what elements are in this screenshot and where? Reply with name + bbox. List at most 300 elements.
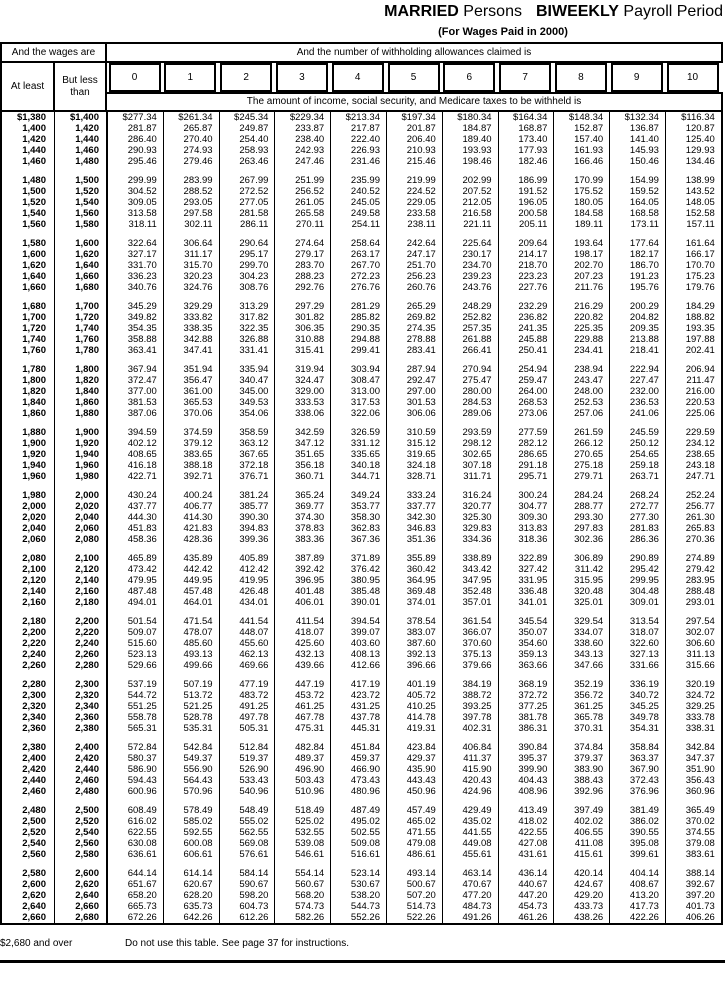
tax-amount-cell: 152.58 — [685, 208, 715, 219]
tax-amount-cell: 229.59 — [685, 427, 715, 438]
tax-amount-cell: $148.34 — [568, 112, 604, 123]
tax-amount-cell: 265.83 — [685, 523, 715, 534]
tax-amount-cell: 225.64 — [462, 238, 492, 249]
tax-amount-cell: 349.78 — [629, 712, 659, 723]
tax-amount-cell: 404.14 — [629, 868, 659, 879]
table-row — [2, 616, 721, 627]
tax-amount-cell: 451.84 — [350, 742, 380, 753]
tax-amount-cell: 233.58 — [406, 208, 436, 219]
tax-amount-cell: 329.00 — [295, 386, 325, 397]
wage-bracket-group — [2, 112, 721, 167]
table-row — [2, 112, 721, 123]
tax-amount-cell: 120.87 — [685, 123, 715, 134]
tax-amount-cell: 245.05 — [350, 197, 380, 208]
tax-amount-cell: 366.07 — [462, 627, 492, 638]
tax-amount-cell: 529.66 — [127, 660, 157, 671]
tax-amount-cell: 549.37 — [183, 753, 213, 764]
tax-amount-cell: 294.88 — [350, 334, 380, 345]
table-row — [2, 134, 721, 145]
tax-amount-cell: 334.36 — [462, 534, 492, 545]
tax-amount-cell: 324.47 — [295, 375, 325, 386]
tax-amount-cell: 642.26 — [183, 912, 213, 923]
tax-amount-cell: 526.90 — [239, 764, 269, 775]
tax-amount-cell: 388.72 — [462, 690, 492, 701]
tax-amount-cell: 417.19 — [350, 679, 380, 690]
tax-amount-cell: 331.66 — [629, 660, 659, 671]
tax-amount-cell: 423.84 — [406, 742, 436, 753]
tax-amount-cell: 325.30 — [462, 512, 492, 523]
tax-amount-cell: 406.77 — [183, 501, 213, 512]
wage-bracket-group — [2, 301, 721, 356]
wage-bracket-group — [2, 616, 721, 671]
tax-amount-cell: 288.48 — [685, 586, 715, 597]
page-subtitle: (For Wages Paid in 2000) — [438, 26, 568, 38]
wage-but-less-cell: 2,440 — [75, 764, 99, 775]
tax-amount-cell: 340.18 — [350, 460, 380, 471]
tax-amount-cell: 388.18 — [183, 460, 213, 471]
tax-amount-cell: 358.84 — [629, 742, 659, 753]
tax-amount-cell: 360.71 — [295, 471, 325, 482]
tax-amount-cell: 309.30 — [518, 512, 548, 523]
tax-amount-cell: 523.14 — [350, 868, 380, 879]
table-row — [2, 282, 721, 293]
tax-amount-cell: 528.78 — [183, 712, 213, 723]
tax-amount-cell: 393.25 — [462, 701, 492, 712]
table-row — [2, 868, 721, 879]
tax-amount-cell: 447.20 — [518, 890, 548, 901]
title-biweekly: BIWEEKLY — [535, 3, 619, 20]
tax-amount-cell: 293.30 — [574, 512, 604, 523]
table-row — [2, 334, 721, 345]
tax-amount-cell: 544.73 — [350, 901, 380, 912]
wage-but-less-cell: 1,880 — [75, 408, 99, 419]
tax-amount-cell: 252.82 — [462, 312, 492, 323]
tax-amount-cell: 200.29 — [629, 301, 659, 312]
wage-but-less-cell: 2,620 — [75, 879, 99, 890]
tax-amount-cell: 302.36 — [574, 534, 604, 545]
wage-but-less-cell: 1,460 — [75, 145, 99, 156]
tax-amount-cell: 351.94 — [183, 364, 213, 375]
tax-amount-cell: 245.88 — [518, 334, 548, 345]
tax-amount-cell: 220.82 — [574, 312, 604, 323]
tax-amount-cell: 406.01 — [295, 597, 325, 608]
tax-amount-cell: 234.70 — [462, 260, 492, 271]
tax-amount-cell: 338.35 — [183, 323, 213, 334]
tax-amount-cell: 422.55 — [518, 827, 548, 838]
tax-amount-cell: 412.66 — [350, 660, 380, 671]
tax-amount-cell: 376.42 — [350, 564, 380, 575]
tax-amount-cell: 523.13 — [127, 649, 157, 660]
tax-amount-cell: 223.23 — [518, 271, 548, 282]
wage-but-less-cell: 1,940 — [75, 449, 99, 460]
tax-amount-cell: 418.07 — [295, 627, 325, 638]
tax-amount-cell: 202.70 — [574, 260, 604, 271]
tax-amount-cell: 150.46 — [629, 156, 659, 167]
tax-amount-cell: 229.88 — [574, 334, 604, 345]
tax-amount-cell: 236.53 — [629, 397, 659, 408]
tax-amount-cell: 385.77 — [239, 501, 269, 512]
table-row — [2, 197, 721, 208]
tax-amount-cell: 164.05 — [629, 197, 659, 208]
tax-amount-cell: 444.30 — [127, 512, 157, 523]
tax-amount-cell: 406.84 — [462, 742, 492, 753]
tax-amount-cell: 386.31 — [518, 723, 548, 734]
tax-amount-cell: 189.40 — [462, 134, 492, 145]
tax-amount-cell: 319.94 — [295, 364, 325, 375]
tax-amount-cell: 256.23 — [406, 271, 436, 282]
tax-amount-cell: 207.52 — [462, 186, 492, 197]
tax-amount-cell: 353.77 — [350, 501, 380, 512]
tax-amount-cell: 320.77 — [462, 501, 492, 512]
tax-amount-cell: 222.40 — [350, 134, 380, 145]
tax-amount-cell: 301.53 — [406, 397, 436, 408]
tax-amount-cell: 405.72 — [406, 690, 436, 701]
tax-amount-cell: 342.88 — [183, 334, 213, 345]
tax-amount-cell: 363.66 — [518, 660, 548, 671]
wage-at-least-cell: 1,720 — [22, 323, 46, 334]
tax-amount-cell: 263.46 — [239, 156, 269, 167]
tax-amount-cell: 198.17 — [574, 249, 604, 260]
wage-but-less-cell: 1,980 — [75, 471, 99, 482]
tax-amount-cell: 401.48 — [295, 586, 325, 597]
tax-amount-cell: 326.88 — [239, 334, 269, 345]
tax-amount-cell: 320.19 — [685, 679, 715, 690]
tax-amount-cell: 375.13 — [462, 649, 492, 660]
tax-amount-cell: 267.70 — [350, 260, 380, 271]
tax-amount-cell: 322.35 — [239, 323, 269, 334]
tax-amount-cell: 193.93 — [462, 145, 492, 156]
tax-amount-cell: 342.30 — [406, 512, 436, 523]
table-row — [2, 575, 721, 586]
wage-at-least-cell: 1,880 — [22, 427, 46, 438]
tax-amount-cell: 406.55 — [574, 827, 604, 838]
tax-amount-cell: 363.41 — [127, 345, 157, 356]
tax-amount-cell: 600.96 — [127, 786, 157, 797]
tax-amount-cell: 512.84 — [239, 742, 269, 753]
tax-amount-cell: 383.65 — [183, 449, 213, 460]
tax-amount-cell: 558.78 — [127, 712, 157, 723]
wage-but-less-cell: 1,500 — [75, 175, 99, 186]
tax-amount-cell: 280.00 — [462, 386, 492, 397]
tax-amount-cell: 594.43 — [127, 775, 157, 786]
tax-amount-cell: 628.20 — [183, 890, 213, 901]
tax-amount-cell: 533.43 — [239, 775, 269, 786]
tax-amount-cell: 542.84 — [183, 742, 213, 753]
tax-amount-cell: 361.00 — [183, 386, 213, 397]
table-row — [2, 460, 721, 471]
tax-amount-cell: 297.54 — [685, 616, 715, 627]
table-row — [2, 238, 721, 249]
tax-amount-cell: 291.18 — [518, 460, 548, 471]
tax-amount-cell: 274.35 — [406, 323, 436, 334]
tax-amount-cell: 168.87 — [518, 123, 548, 134]
tax-amount-cell: 429.49 — [462, 805, 492, 816]
wage-but-less-cell: 2,340 — [75, 701, 99, 712]
allowance-col-header-5: 5 — [388, 63, 440, 92]
tax-amount-cell: 442.42 — [183, 564, 213, 575]
tax-amount-cell: 351.36 — [406, 534, 436, 545]
tax-amount-cell: 282.12 — [518, 438, 548, 449]
tax-amount-cell: 175.52 — [574, 186, 604, 197]
table-row — [2, 471, 721, 482]
tax-amount-cell: 217.87 — [350, 123, 380, 134]
wage-at-least-cell: 2,020 — [22, 512, 46, 523]
tax-amount-cell: 399.07 — [350, 627, 380, 638]
wage-at-least-cell: 1,800 — [22, 375, 46, 386]
tax-amount-cell: 261.88 — [462, 334, 492, 345]
tax-amount-cell: 426.48 — [239, 586, 269, 597]
tax-amount-cell: 239.23 — [462, 271, 492, 282]
wage-at-least-cell: 1,640 — [22, 271, 46, 282]
tax-amount-cell: 238.11 — [407, 219, 436, 230]
tax-amount-cell: 513.72 — [183, 690, 213, 701]
table-row — [2, 890, 721, 901]
tax-amount-cell: 439.66 — [295, 660, 325, 671]
tax-amount-cell: 384.19 — [462, 679, 492, 690]
tax-amount-cell: 226.93 — [350, 145, 380, 156]
tax-amount-cell: 390.55 — [629, 827, 659, 838]
tax-amount-cell: 622.55 — [127, 827, 157, 838]
table-row — [2, 523, 721, 534]
tax-amount-cell: 161.64 — [685, 238, 715, 249]
tax-amount-cell: 585.02 — [183, 816, 213, 827]
tax-amount-cell: 201.87 — [406, 123, 436, 134]
wage-but-less-cell: 2,500 — [75, 805, 99, 816]
tax-amount-cell: 221.11 — [463, 219, 492, 230]
tax-amount-cell: 408.96 — [518, 786, 548, 797]
tax-amount-cell: 302.11 — [184, 219, 213, 230]
tax-amount-cell: 211.47 — [686, 375, 715, 386]
table-row — [2, 805, 721, 816]
tax-amount-cell: 346.83 — [406, 523, 436, 534]
tax-amount-cell: 310.88 — [295, 334, 325, 345]
tax-amount-cell: 502.55 — [350, 827, 380, 838]
wage-at-least-cell: 1,620 — [22, 260, 46, 271]
tax-amount-cell: 349.82 — [127, 312, 157, 323]
tax-amount-cell: 242.64 — [406, 238, 436, 249]
tax-amount-cell: 230.17 — [462, 249, 492, 260]
table-row — [2, 879, 721, 890]
tax-amount-cell: 200.58 — [518, 208, 548, 219]
table-row — [2, 838, 721, 849]
wage-but-less-cell: 2,280 — [75, 660, 99, 671]
tax-amount-cell: 440.67 — [518, 879, 548, 890]
wage-but-less-cell: 2,400 — [75, 742, 99, 753]
wage-at-least-cell: 1,900 — [22, 438, 46, 449]
tax-amount-cell: 355.89 — [406, 553, 436, 564]
tax-amount-cell: 356.72 — [574, 690, 604, 701]
tax-amount-cell: 448.07 — [239, 627, 269, 638]
tax-amount-cell: 311.17 — [184, 249, 213, 260]
tax-amount-cell: 552.26 — [350, 912, 380, 923]
tax-amount-cell: 608.49 — [127, 805, 157, 816]
tax-amount-cell: 270.11 — [295, 219, 325, 230]
wage-but-less-cell: 2,040 — [75, 512, 99, 523]
tax-amount-cell: 378.83 — [295, 523, 325, 534]
tax-amount-cell: 560.67 — [295, 879, 325, 890]
tax-amount-cell: 307.18 — [462, 460, 492, 471]
table-row — [2, 627, 721, 638]
withholding-table-body — [0, 112, 723, 925]
tax-amount-cell: 429.20 — [574, 890, 604, 901]
tax-amount-cell: 293.05 — [183, 197, 213, 208]
tax-amount-cell: 331.95 — [518, 575, 548, 586]
tax-amount-cell: 358.88 — [127, 334, 157, 345]
tax-amount-cell: 329.83 — [462, 523, 492, 534]
tax-amount-cell: 212.05 — [462, 197, 492, 208]
tax-amount-cell: 336.19 — [629, 679, 659, 690]
tax-amount-cell: 334.07 — [574, 627, 604, 638]
table-row — [2, 408, 721, 419]
wage-at-least-cell: 2,560 — [22, 849, 46, 860]
tax-amount-cell: 433.73 — [574, 901, 604, 912]
wage-but-less-cell: 1,960 — [75, 460, 99, 471]
tax-amount-cell: 532.55 — [295, 827, 325, 838]
tax-amount-cell: 574.73 — [295, 901, 325, 912]
tax-amount-cell: 285.82 — [350, 312, 380, 323]
tax-amount-cell: 184.29 — [685, 301, 715, 312]
wage-at-least-cell: 2,140 — [22, 586, 46, 597]
wage-at-least-cell: 2,180 — [22, 616, 46, 627]
tax-amount-cell: 188.82 — [685, 312, 715, 323]
tax-amount-cell: 277.05 — [239, 197, 269, 208]
wage-at-least-cell: 2,460 — [22, 786, 46, 797]
tax-amount-cell: $277.34 — [122, 112, 157, 123]
wage-but-less-cell: 1,820 — [75, 375, 99, 386]
tax-amount-cell: 345.54 — [518, 616, 548, 627]
wage-at-least-cell: 2,240 — [22, 649, 46, 660]
tax-amount-cell: 251.99 — [295, 175, 325, 186]
tax-amount-cell: 138.99 — [685, 175, 715, 186]
wage-bracket-group — [2, 742, 721, 797]
tax-amount-cell: 672.26 — [127, 912, 157, 923]
title-payroll-period: Payroll Period — [618, 3, 723, 20]
tax-amount-cell: 327.13 — [629, 649, 659, 660]
tax-amount-cell: 441.55 — [462, 827, 492, 838]
tax-amount-cell: 211.76 — [574, 282, 604, 293]
tax-amount-cell: 272.77 — [629, 501, 659, 512]
tax-amount-cell: $164.34 — [513, 112, 548, 123]
allowance-col-header-2: 2 — [220, 63, 272, 92]
tax-amount-cell: 394.83 — [239, 523, 269, 534]
tax-amount-cell: 376.96 — [629, 786, 659, 797]
tax-amount-cell: 214.17 — [518, 249, 548, 260]
tax-amount-cell: 349.53 — [239, 397, 269, 408]
tax-amount-cell: 408.65 — [127, 449, 157, 460]
wage-at-least-cell: 1,820 — [22, 386, 46, 397]
tax-amount-cell: 159.52 — [629, 186, 659, 197]
tax-amount-cell: 568.20 — [295, 890, 325, 901]
tax-amount-cell: 290.64 — [239, 238, 269, 249]
wage-at-least-cell: 2,660 — [22, 912, 46, 923]
wage-but-less-cell: 2,080 — [75, 534, 99, 545]
amount-withheld-header: The amount of income, social security, and Medicare taxes to be withheld is — [105, 92, 723, 112]
tax-amount-cell: 134.46 — [685, 156, 715, 167]
tax-amount-cell: 308.47 — [350, 375, 380, 386]
tax-amount-cell: 340.72 — [629, 690, 659, 701]
tax-amount-cell: 436.14 — [518, 868, 548, 879]
tax-amount-cell: 554.14 — [295, 868, 325, 879]
allowance-col-header-9: 9 — [611, 63, 663, 92]
tax-amount-cell: 318.11 — [128, 219, 157, 230]
wage-at-least-cell: 2,580 — [22, 868, 46, 879]
tax-amount-cell: 283.41 — [406, 345, 436, 356]
tax-amount-cell: 438.26 — [574, 912, 604, 923]
tax-amount-cell: 482.84 — [295, 742, 325, 753]
tax-amount-cell: 329.29 — [183, 301, 213, 312]
tax-amount-cell: 309.05 — [127, 197, 157, 208]
tax-amount-cell: 530.67 — [350, 879, 380, 890]
tax-amount-cell: 209.35 — [629, 323, 659, 334]
tax-amount-cell: 232.00 — [629, 386, 659, 397]
tax-amount-cell: 313.29 — [239, 301, 269, 312]
wage-at-least-cell: 2,520 — [22, 827, 46, 838]
tax-amount-cell: 266.12 — [574, 438, 604, 449]
wage-but-less-cell: 2,540 — [75, 827, 99, 838]
tax-amount-cell: 241.35 — [518, 323, 548, 334]
tax-amount-cell: 580.37 — [127, 753, 157, 764]
tax-amount-cell: 319.65 — [406, 449, 436, 460]
tax-amount-cell: 331.70 — [127, 260, 157, 271]
tax-amount-cell: 347.95 — [462, 575, 492, 586]
tax-amount-cell: $245.34 — [234, 112, 269, 123]
tax-amount-cell: 467.78 — [295, 712, 325, 723]
table-row — [2, 156, 721, 167]
tax-amount-cell: 604.73 — [239, 901, 269, 912]
table-row — [2, 712, 721, 723]
wage-at-least-cell: 1,920 — [22, 449, 46, 460]
tax-amount-cell: 263.71 — [629, 471, 659, 482]
tax-amount-cell: 437.78 — [350, 712, 380, 723]
tax-amount-cell: 247.17 — [406, 249, 436, 260]
tax-amount-cell: 213.88 — [629, 334, 659, 345]
tax-amount-cell: 388.14 — [685, 868, 715, 879]
tax-amount-cell: 484.73 — [462, 901, 492, 912]
tax-amount-cell: 275.47 — [462, 375, 492, 386]
tax-amount-cell: 274.64 — [295, 238, 325, 249]
tax-amount-cell: 505.31 — [239, 723, 269, 734]
tax-amount-cell: 503.43 — [295, 775, 325, 786]
tax-amount-cell: 216.00 — [685, 386, 715, 397]
tax-amount-cell: $132.34 — [624, 112, 659, 123]
tax-amount-cell: 290.89 — [629, 553, 659, 564]
wage-but-less-cell: 1,840 — [75, 386, 99, 397]
tax-amount-cell: 352.48 — [462, 586, 492, 597]
tax-amount-cell: 521.25 — [183, 701, 213, 712]
wage-at-least-cell: 2,280 — [22, 679, 46, 690]
table-row — [2, 397, 721, 408]
tax-amount-cell: 434.01 — [239, 597, 269, 608]
tax-amount-cell: 586.90 — [127, 764, 157, 775]
tax-amount-cell: 257.06 — [574, 408, 604, 419]
tax-amount-cell: 335.65 — [350, 449, 380, 460]
tax-amount-cell: 265.58 — [295, 208, 325, 219]
tax-amount-cell: 320.48 — [574, 586, 604, 597]
wage-but-less-cell: 2,220 — [75, 627, 99, 638]
table-row — [2, 427, 721, 438]
tax-amount-cell: 463.14 — [462, 868, 492, 879]
tax-amount-cell: 564.43 — [183, 775, 213, 786]
tax-amount-cell: 148.05 — [685, 197, 715, 208]
wage-but-less-cell: 2,180 — [75, 597, 99, 608]
table-row — [2, 375, 721, 386]
tax-amount-cell: 249.58 — [350, 208, 380, 219]
tax-amount-cell: 475.31 — [295, 723, 325, 734]
wage-at-least-cell: 1,980 — [22, 490, 46, 501]
tax-amount-cell: 408.67 — [629, 879, 659, 890]
tax-amount-cell: 304.77 — [518, 501, 548, 512]
wage-at-least-cell: 2,600 — [22, 879, 46, 890]
